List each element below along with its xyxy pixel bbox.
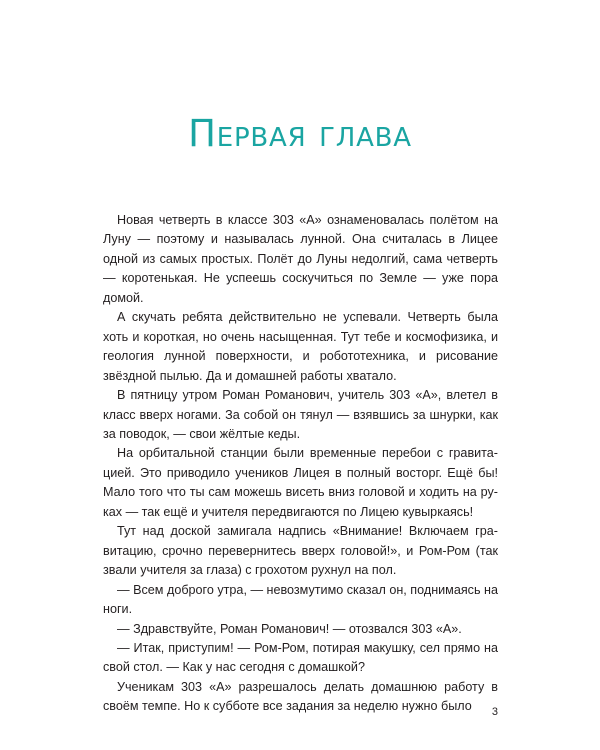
page-number: 3	[491, 706, 498, 718]
paragraph: — Всем доброго утра, — невозмутимо сказал он, поднимаясь на ноги.	[103, 582, 498, 617]
chapter-title: Первая глава	[188, 112, 412, 155]
paragraph: Ученикам 303 «А» разрешалось делать домашнюю работу в своём темпе. Но к субботе все задания за неделю нужно было	[103, 679, 498, 714]
paragraph: Тут над доской замигала надпись «Внимание! Включаем гравитацию, срочно перевернитесь вверх головой!», и Ром-Ром (так звали учителя за глаза) с грохотом рухнул на пол.	[103, 524, 498, 578]
paragraph: А скучать ребята действительно не успевали. Четверть была хоть и короткая, но очень насыщенная. Тут тебе и космофизика, и геология лунной поверхности, и робототехника, и рисование звёздной пылью. Да и домашней работы хватало.	[103, 310, 498, 383]
paragraph: — Здравствуйте, Роман Романович! — отозвался 303 «А».	[117, 621, 462, 636]
paragraph: — Итак, приступим! — Ром-Ром, потирая макушку, сел прямо на свой стол. — Как у нас сегодня с домашкой?	[103, 640, 498, 675]
paragraph: Новая четверть в классе 303 «А» ознаменовалась полётом на Луну — поэтому и называлась лунной. Она считалась в Лицее одной из самых простых. Полёт до Луны недолгий, сама четверть — коротенькая. Не успеешь соскучиться по Земле — уже пора домой.	[103, 213, 498, 305]
paragraph: На орбитальной станции были временные перебои с гравитацией. Это приводило учеников Лицея в полный восторг. Ещё бы! Мало того что ты сам можешь висеть вниз головой и ходить на руках — так ещё и учителя передвигаются по Лицею кувыркаясь!	[103, 446, 498, 519]
body-text	[103, 211, 498, 717]
paragraph: В пятницу утром Роман Романович, учитель 303 «А», влетел в класс вверх ногами. За собой он тянул — взявшись за шнурки, как за поводок, — свои жёлтые кеды.	[103, 388, 498, 441]
